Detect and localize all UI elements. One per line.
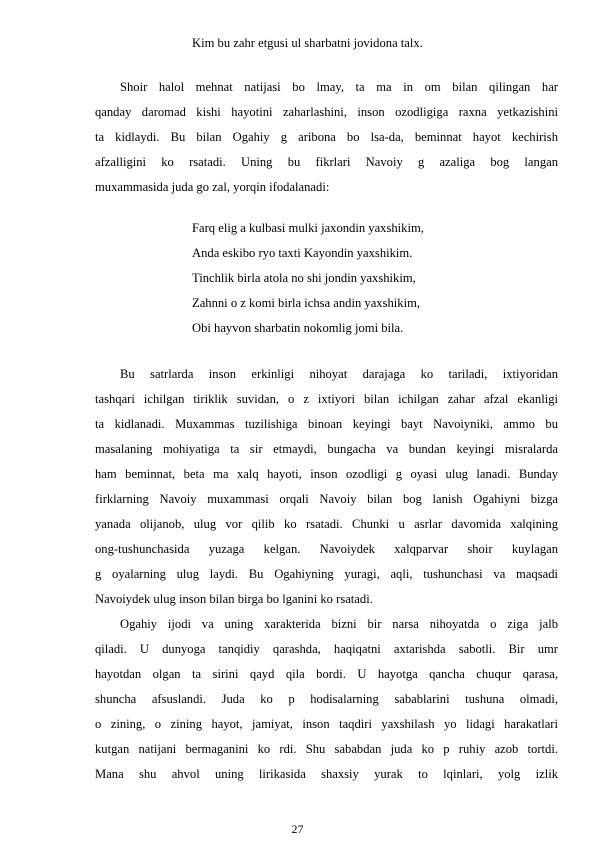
verse-line: Farq elig a kulbasi mulki jaxondin yaxshikim, [192,221,424,235]
verse-line: Anda eskibo ryo taxti Kayondin yaxshikim. [192,246,413,260]
paragraph-line: muxammasida juda go zal, yorqin ifodalanadi: [95,180,330,194]
paragraph-line: shuncha afsuslandi. Juda ko p hodisalarning sabablarini tushuna olmadi, [95,692,558,706]
paragraph-line: yanada olijanob, ulug vor qilib ko rsatadi. Chunki u asrlar davomida xalqining [95,517,558,531]
paragraph-line: Mana shu ahvol uning lirikasida shaxsiy yurak to lqinlari, yolg izlik [95,767,558,781]
paragraph-line: g oyalarning ulug laydi. Bu Ogahiyning yuragi, aqli, tushunchasi va maqsadi [95,567,558,581]
paragraph-line: tashqari ichilgan tiriklik suvidan, o z ixtiyori bilan ichilgan zahar afzal ekanligi [95,392,558,406]
verse-line: Obi hayvon sharbatin nokomlig jomi bila. [192,321,404,335]
paragraph-line: qanday daromad kishi hayotini zaharlashini, inson ozodligiga raxna yetkazishini [95,105,558,119]
paragraph-line: ham beminnat, beta ma xalq hayoti, inson ozodligi g oyasi ulug lanadi. Bunday [95,467,558,481]
verse-line: Tinchlik birla atola no shi jondin yaxshikim, [192,271,416,285]
paragraph-line: ong-tushunchasida yuzaga kelgan. Navoiydek xalqparvar shoir kuylagan [95,542,558,556]
paragraph-line: masalaning mohiyatiga ta sir etmaydi, bungacha va bundan keyingi misralarda [95,442,558,456]
paragraph-line: Shoir halol mehnat natijasi bo lmay, ta ma in om bilan qilingan har [120,80,558,94]
paragraph-line: ta kidlanadi. Muxammas tuzilishiga binoan keyingi bayt Navoiyniki, ammo bu [95,417,558,431]
paragraph-line: Bu satrlarda inson erkinligi nihoyat darajaga ko tariladi, ixtiyoridan [120,367,558,381]
paragraph-line: qiladi. U dunyoga tanqidiy qarashda, haqiqatni axtarishda sabotli. Bir umr [95,642,558,656]
paragraph-line: kutgan natijani bermaganini ko rdi. Shu sababdan juda ko p ruhiy azob tortdi. [95,742,558,756]
paragraph-line: Ogahiy ijodi va uning xarakterida bizni bir narsa nihoyatda o ziga jalb [120,617,558,631]
paragraph-line: ta kidlaydi. Bu bilan Ogahiy g aribona bo lsa-da, beminnat hayot kechirish [95,130,558,144]
paragraph-line: firklarning Navoiy muxammasi orqali Navoiy bilan bog lanish Ogahiyni bizga [95,492,558,506]
paragraph-line: hayotdan olgan ta sirini qayd qila bordi. U hayotga qancha chuqur qarasa, [95,667,558,681]
verse-line: Zahnni o z komi birla ichsa andin yaxshikim, [192,296,421,310]
paragraph-line: o zining, o zining hayot, jamiyat, inson taqdiri yaxshilash yo lidagi harakatlari [95,717,558,731]
epigraph-line: Kim bu zahr etgusi ul sharbatni jovidona talx. [192,36,423,50]
page-number: 27 [291,822,304,836]
paragraph-line: Navoiydek ulug inson bilan birga bo lganini ko rsatadi. [95,592,373,606]
paragraph-line: afzalligini ko rsatadi. Uning bu fikrlari Navoiy g azaliga bog langan [95,155,558,169]
